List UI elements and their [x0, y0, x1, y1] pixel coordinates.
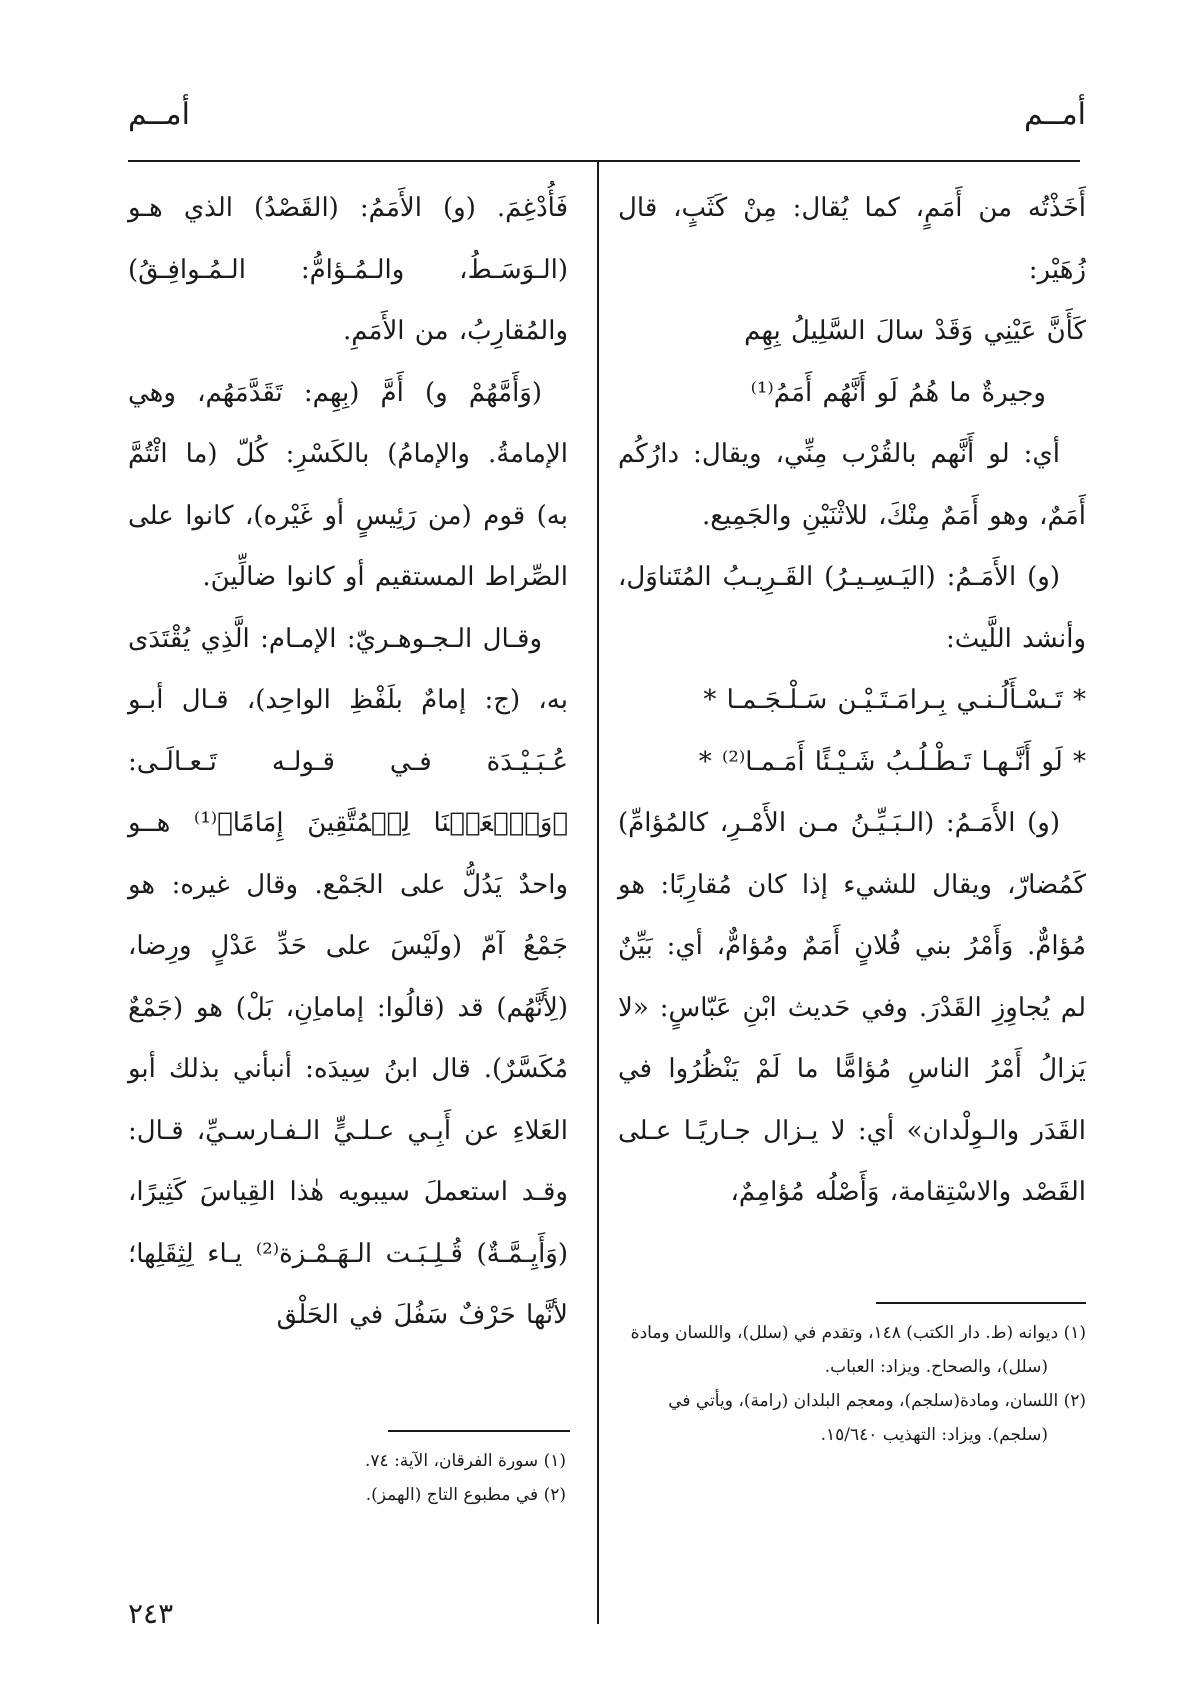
footnote: (١) سورة الفرقان، الآية: ٧٤.	[365, 1451, 566, 1471]
footnotes-right	[618, 1316, 1086, 1452]
verse-line: كَأَنَّ عَيْنِي وَقَدْ سالَ السَّلِيلُ بِهِم	[744, 316, 1086, 346]
paragraph: فَأُدْغِمَ. (و) الأَمَمُ: (القَصْدُ) الذي هـو (الـوَسَـطُ، والـمُـؤامُّ: الـمُـوافِـقُ) والمُقارِبُ، من الأَمَمِ.	[128, 193, 568, 346]
footnote: (١) ديوانه (ط. دار الكتب) ١٤٨، وتقدم في (سلل)، واللسان ومادة (سلل)، والصحاح. ويزاد: العباب.	[630, 1323, 1086, 1377]
paragraph: (و) الأَمَـمُ: (الـبَـيِّـنُ مـن الأَمْـرِ، كالمُؤامِّ) كَمُضارّ، ويقال للشيء إذا كان مُقارِبًا: هو مُؤامٌّ. وَأَمْرُ بني فُلانٍ أَمَمٌ ومُؤامٌّ، أي: بَيِّنٌ لم يُجاوِزِ القَدْرَ. وفي حَديث ابْنِ عَبّاسٍ: «لا يَزالُ أَمْرُ الناسِ مُؤامًّا ما لَمْ يَنْظُرُوا في القَدَر والـوِلْدان» أي: لا يـزال جـاريًـا عـلى القَصْد والاسْتِقامة، وَأَصْلُه مُؤامِمٌ،	[618, 808, 1086, 1207]
paragraph: أَخَذْتُه من أَمَمٍ، كما يُقال: مِنْ كَثَبٍ، قال زُهَيْر:	[618, 193, 1086, 285]
header-rule	[128, 160, 1080, 162]
footnote: (٢) اللسان، ومادة(سلجم)، ومعجم البلدان (رامة)، ويأتي في (سلجم). ويزاد: التهذيب ١٥/٦٤٠.	[668, 1391, 1086, 1445]
footnote: (٢) في مطبوع التاج (الهمز).	[365, 1485, 566, 1505]
right-column	[618, 178, 1086, 1224]
footnotes-left	[126, 1444, 566, 1512]
footnote-rule	[388, 1430, 570, 1432]
verse-line: * تَـسْـأَلُـنـي بِـرامَـتَـيْـن سَـلْـجَـمـا *	[703, 685, 1086, 715]
paragraph: أي: لو أَنَّهم بالقُرْب مِنِّي، ويقال: دارُكُم أَمَمٌ، وهو أَمَمٌ مِنْكَ، للاثْنَيْنِ والجَمِيع.	[618, 439, 1086, 531]
left-column	[128, 178, 568, 1347]
paragraph: (و) الأَمَـمُ: (اليَـسِـيـرُ) القَـرِيـبُ المُتَناوَل، وأنشد اللَّيث:	[618, 562, 1086, 654]
verse-line: وجيرةٌ ما هُمُ لَو أَنَّهُم أَمَمُ⁽¹⁾	[750, 377, 1046, 408]
paragraph: (وَأَمَّهُمْ و) أَمَّ (بِهِم: تَقَدَّمَهُم، وهي الإمامةُ. والإمامُ) بالكَسْرِ: كُلّ (ما ائْتُمَّ به) قوم (من رَئِيسٍ أو غَيْره)، كانوا على الصِّراط المستقيم أو كانوا ضالِّينَ.	[128, 377, 568, 592]
column-divider	[597, 162, 599, 1624]
paragraph: وقـال الـجـوهـريّ: الإمـام: الَّذِي يُقْتَدَى به، (ج: إمامٌ بلَفْظِ الواحِد)، قـال أبـو عُـبَـيْـدَة فـي قـولـه تَـعـالَـى: ﴿وَٱجۡعَلۡنَا لِلۡمُتَّقِينَ إِمَامًا﴾⁽¹⁾ هــو واحدٌ يَدُلُّ على الجَمْع. وقال غيره: هو جَمْعُ آمّ (ولَيْسَ على حَدِّ عَدْلٍ ورِضا، (لِأَنَّهُم) قد (قالُوا: إماماِنِ، بَلْ) هو (جَمْعٌ مُكَسَّرٌ). قال ابنُ سِيدَه: أنبأني بذلك أبو العَلاءِ عن أَبِـي عـلـيٍّ الـفـارسـيِّ، قـال: وقـد استعملَ سيبويه هٰذا القِياسَ كَثِيرًا، (وَأَيِـمَّـةٌ) قُـلِـبَـت الـهَـمْـزة⁽²⁾ يـاء لِثِقَلِها؛ لأنَّها حَرْفٌ سَفُلَ في الحَلْق	[128, 623, 569, 1330]
verse-line: * لَو أَنَّـهـا تَـطْـلُـبُ شَـيْـئًا أَمَـمـا⁽²⁾ *	[698, 746, 1086, 777]
running-head-left: أمــم	[128, 97, 190, 132]
footnote-rule	[876, 1302, 1086, 1304]
page-number: ٢٤٣	[128, 1597, 174, 1630]
running-head-right: أمــم	[1024, 97, 1086, 132]
